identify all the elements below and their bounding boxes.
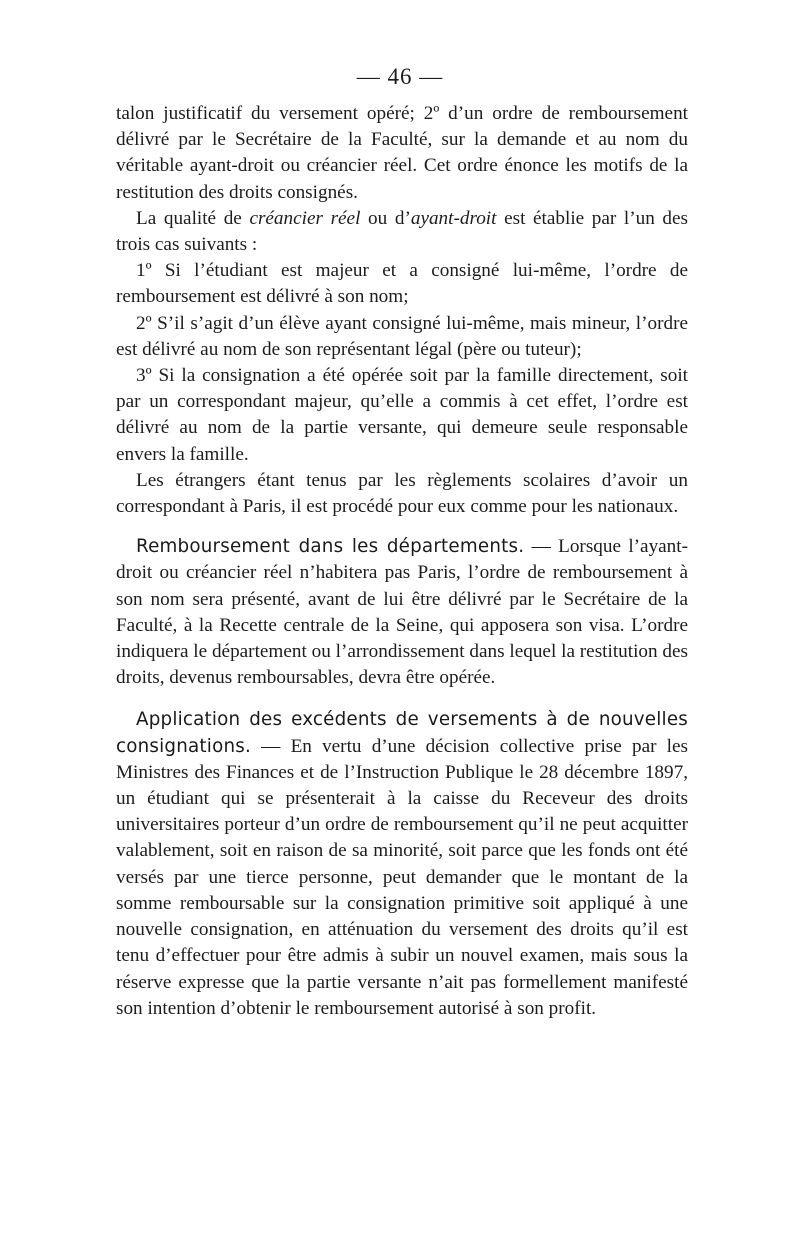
body-text bbox=[116, 101, 688, 1022]
section-text: — Lorsque l’ayant-droit ou créancier réel n’habitera pas Paris, l’ordre de remboursement à son nom sera présenté, avant de lui être délivré par le Secrétaire de la Faculté, à la Recette centrale de la Seine, qui apposera son visa. L’ordre indiquera le département ou l’arrondissement dans lequel la restitution des droits, devenus remboursables, devra être opérée. bbox=[116, 536, 688, 689]
section-remboursement-departements bbox=[116, 534, 688, 691]
paragraph-case-1: 1º Si l’étudiant est majeur et a consigné lui-même, l’ordre de remboursement est délivré à son nom; bbox=[116, 260, 688, 308]
paragraph-etrangers: Les étrangers étant tenus par les règlements scolaires d’avoir un correspondant à Paris, il est procédé pour eux comme pour les nationaux. bbox=[116, 469, 688, 518]
paragraph-continuation: talon justificatif du versement opéré; 2º d’un ordre de remboursement délivré par le Secrétaire de la Faculté, sur la demande et au nom du véritable ayant-droit ou créancier réel. Cet ordre énonce les motifs de la restitution des droits consignés. bbox=[116, 103, 688, 203]
section-application-excedents bbox=[116, 707, 688, 1021]
section-heading: Remboursement dans les départements. bbox=[136, 536, 525, 558]
section-heading: Application des excédents de versements à de nouvelles consignations. bbox=[116, 709, 688, 757]
paragraph-case-3: 3º Si la consignation a été opérée soit par la famille directement, soit par un correspondant majeur, qu’elle a commis à cet effet, l’ordre est délivré au nom de la partie versante, qui demeure seule responsable envers la famille. bbox=[116, 365, 688, 465]
paragraph-case-2: 2º S’il s’agit d’un élève ayant consigné lui-même, mais mineur, l’ordre est délivré au nom de son représentant légal (père ou tuteur); bbox=[116, 312, 688, 360]
italic-term-ayant-droit: ayant-droit bbox=[410, 207, 497, 229]
italic-term-creancier: créancier réel bbox=[249, 207, 361, 229]
paragraph-qualite bbox=[116, 206, 688, 258]
section-text: — En vertu d’une décision collective prise par les Ministres des Finances et de l’Instruction Publique le 28 décembre 1897, un étudiant qui se présenterait à la caisse du Receveur des droits universitaires porteur d’un ordre de remboursement qu’il ne peut acquitter valablement, soit en raison de sa minorité, soit parce que les fonds ont été versés par une tierce personne, peut demander que le montant de la somme remboursable sur la consignation primitive soit appliqué à une nouvelle consignation, en atténuation du versement des droits qu’il est tenu d’effectuer pour être admis à subir un nouvel examen, mais sous la réserve expresse que la partie versante n’ait pas formellement manifesté son intention d’obtenir le remboursement autorisé à son profit. bbox=[116, 735, 688, 1019]
paragraph-text: ou d’ bbox=[360, 207, 411, 229]
paragraph-text: La qualité de bbox=[136, 207, 250, 229]
paragraph-text: est établie par l’un des trois cas suivants : bbox=[116, 207, 689, 256]
page-number: — 46 — bbox=[356, 64, 444, 89]
